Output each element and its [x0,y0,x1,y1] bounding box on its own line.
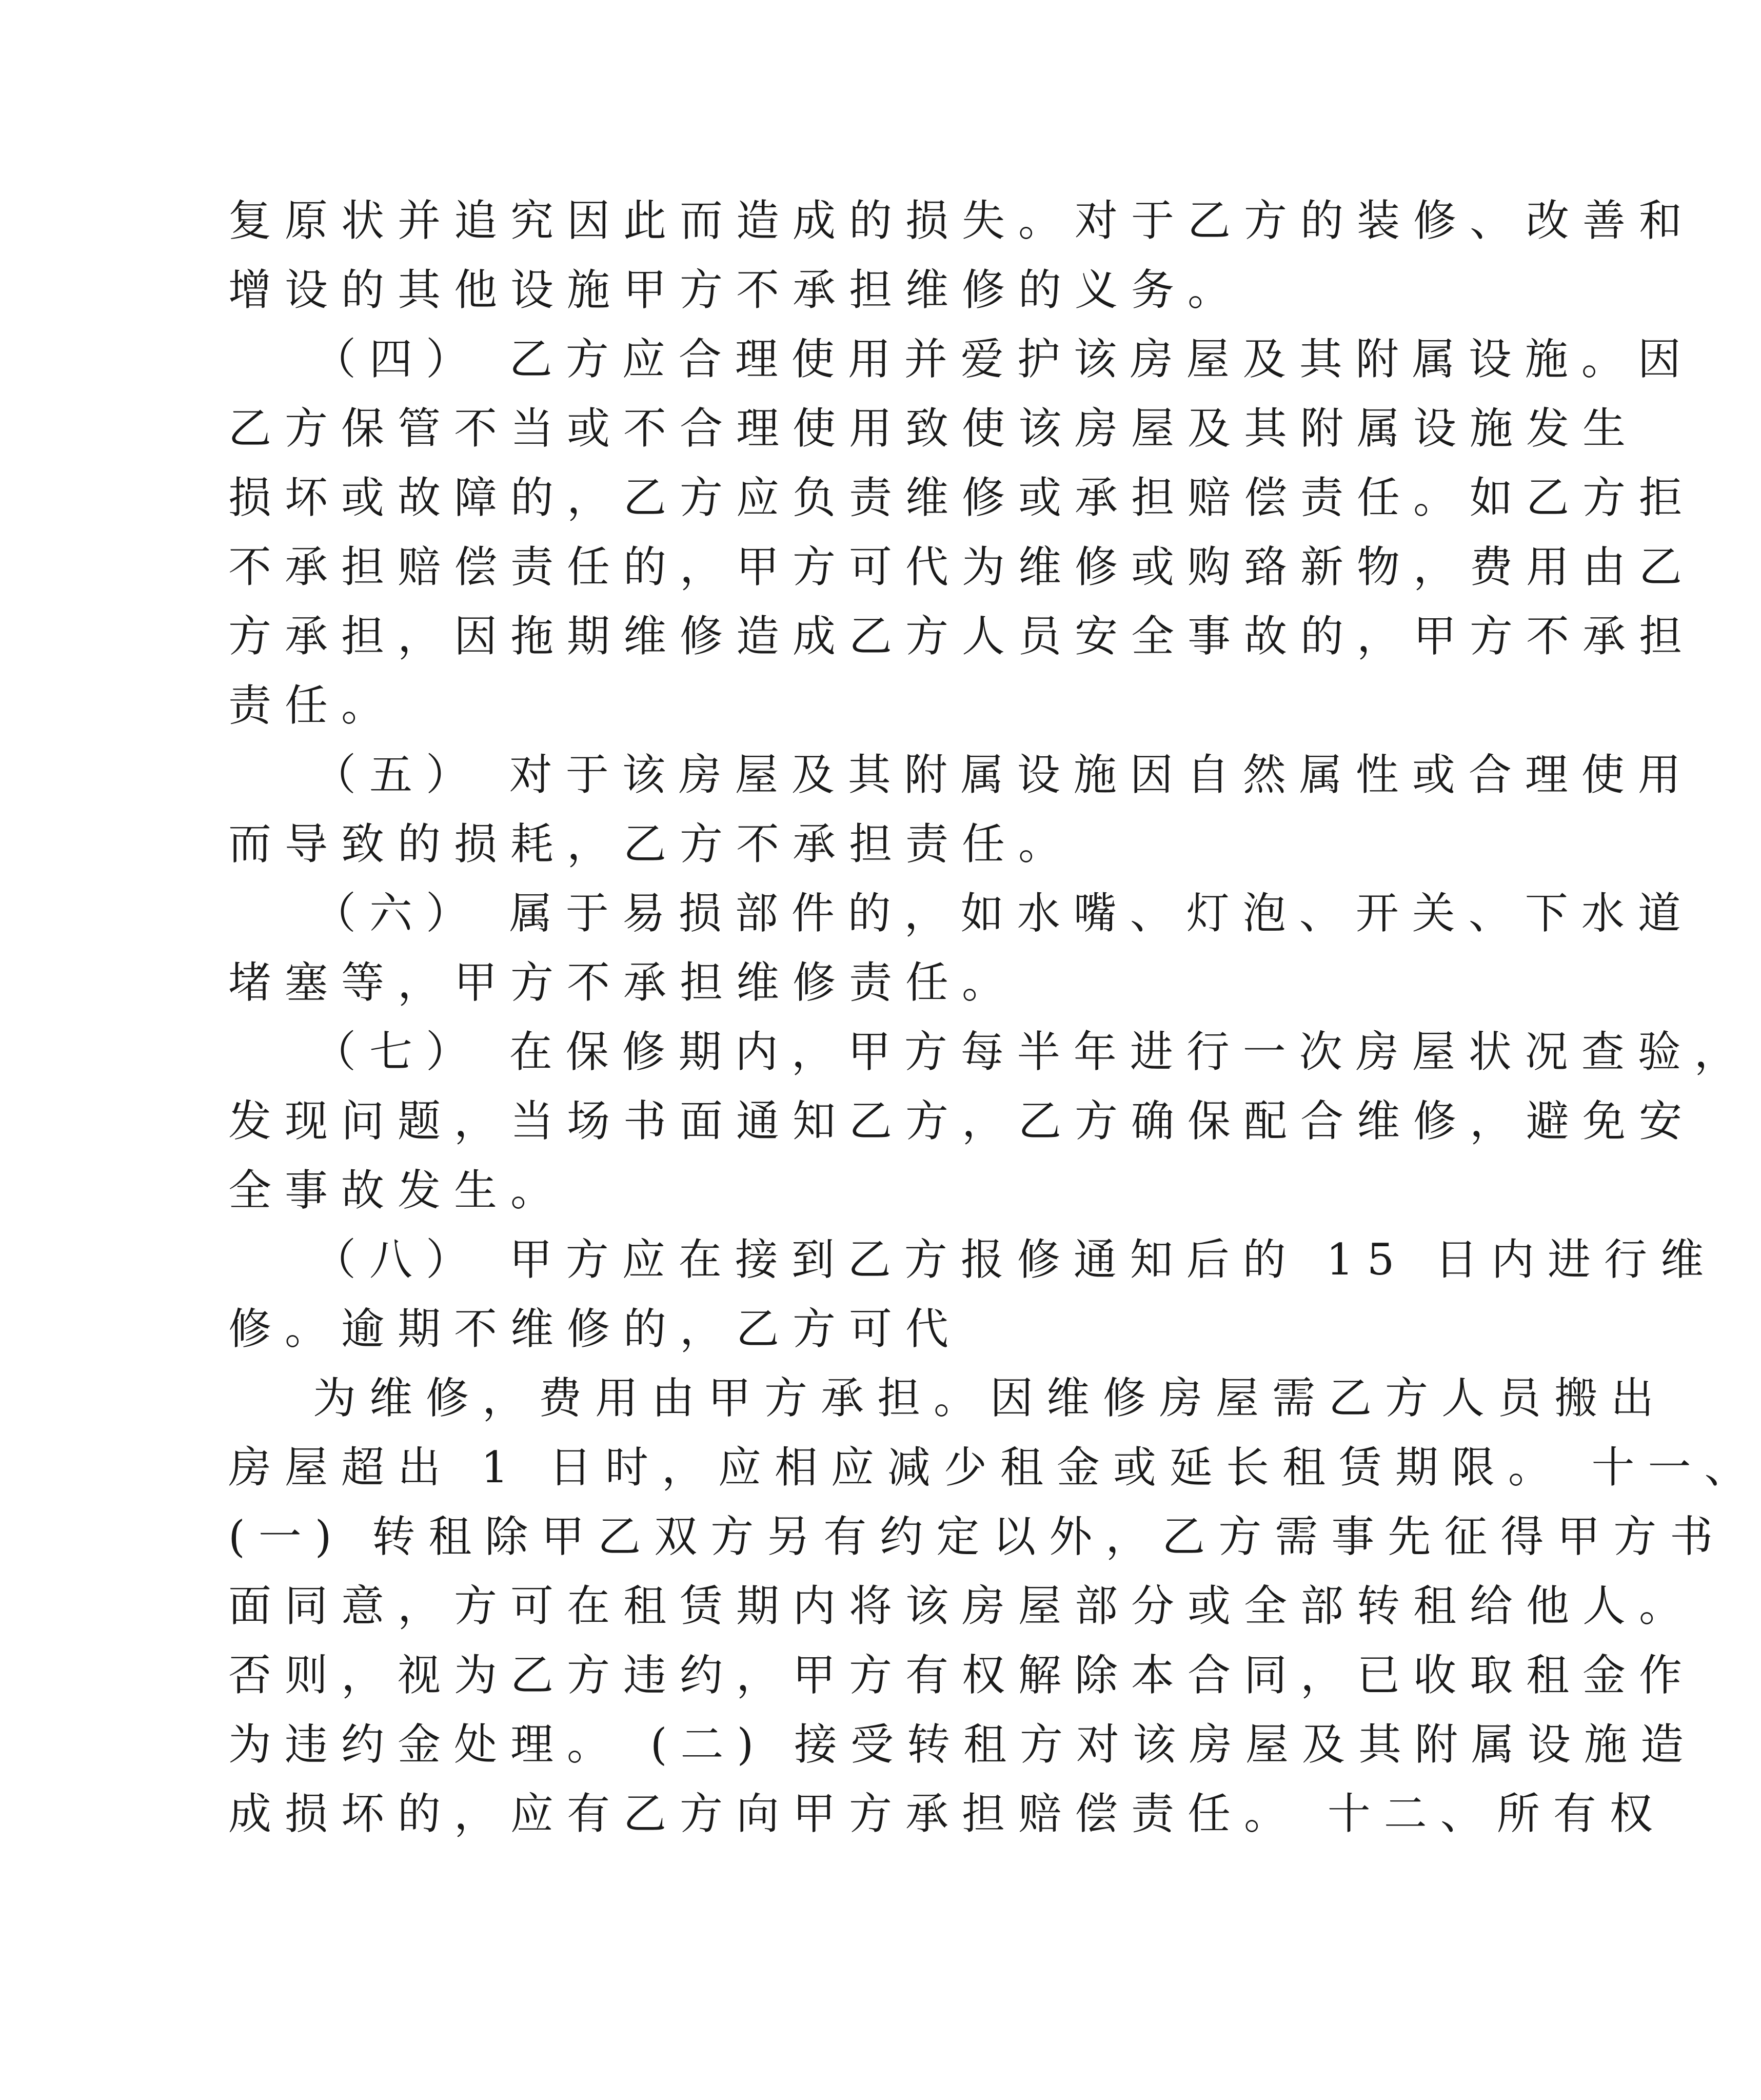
paragraph-5-start: （五） 对于该房屋及其附属设施因自然属性或合理使用 [313,750,1694,800]
text-line: 修。逾期不维修的，乙方可代 [228,1304,962,1354]
paragraph-7-start: （七） 在保修期内，甲方每半年进行一次房屋状况查验， [313,1027,1751,1077]
paragraph-4-start: （四） 乙方应合理使用并爱护该房屋及其附属设施。因 [313,334,1694,384]
text-line: 成损坏的，应有乙方向甲方承担赔偿责任。 十二、所有权 [228,1789,1666,1839]
paragraph-continuation: 为维修，费用由甲方承担。因维修房屋需乙方人员搬出 [313,1373,1668,1423]
text-line: 而导致的损耗，乙方不承担责任。 [228,819,1075,869]
text-line: 全事故发生。 [228,1165,567,1215]
paragraph-6-start: （六） 属于易损部件的，如水嘴、灯泡、开关、下水道 [313,888,1694,938]
text-line: 堵塞等，甲方不承担维修责任。 [228,957,1019,1008]
text-line: 责任。 [228,680,398,731]
text-line: 房屋超出 1 日时，应相应减少租金或延长租赁期限。 十一、 [228,1442,1761,1493]
text-line: 复原状并追究因此而造成的损失。对于乙方的装修、改善和 [228,195,1696,246]
text-line: 乙方保管不当或不合理使用致使该房屋及其附属设施发生 [228,403,1639,454]
paragraph-8-start: （八） 甲方应在接到乙方报修通知后的 15 日内进行维 [313,1234,1717,1285]
text-line: 发现问题，当场书面通知乙方，乙方确保配合维修，避免安 [228,1096,1696,1146]
text-line: 方承担，因拖期维修造成乙方人员安全事故的，甲方不承担 [228,611,1696,661]
text-line: 增设的其他设施甲方不承担维修的义务。 [228,265,1244,315]
text-line: 面同意，方可在租赁期内将该房屋部分或全部转租给他人。 [228,1581,1696,1631]
text-line: 不承担赔偿责任的，甲方可代为维修或购臵新物，费用由乙 [228,542,1696,592]
text-line: 损坏或故障的，乙方应负责维修或承担赔偿责任。如乙方拒 [228,473,1696,523]
text-line: 否则，视为乙方违约，甲方有权解除本合同，已收取租金作 [228,1650,1696,1700]
text-line: 为违约金处理。 (二) 接受转租方对该房屋及其附属设施造 [228,1719,1697,1770]
text-line: (一) 转租除甲乙双方另有约定以外，乙方需事先征得甲方书 [228,1512,1727,1562]
